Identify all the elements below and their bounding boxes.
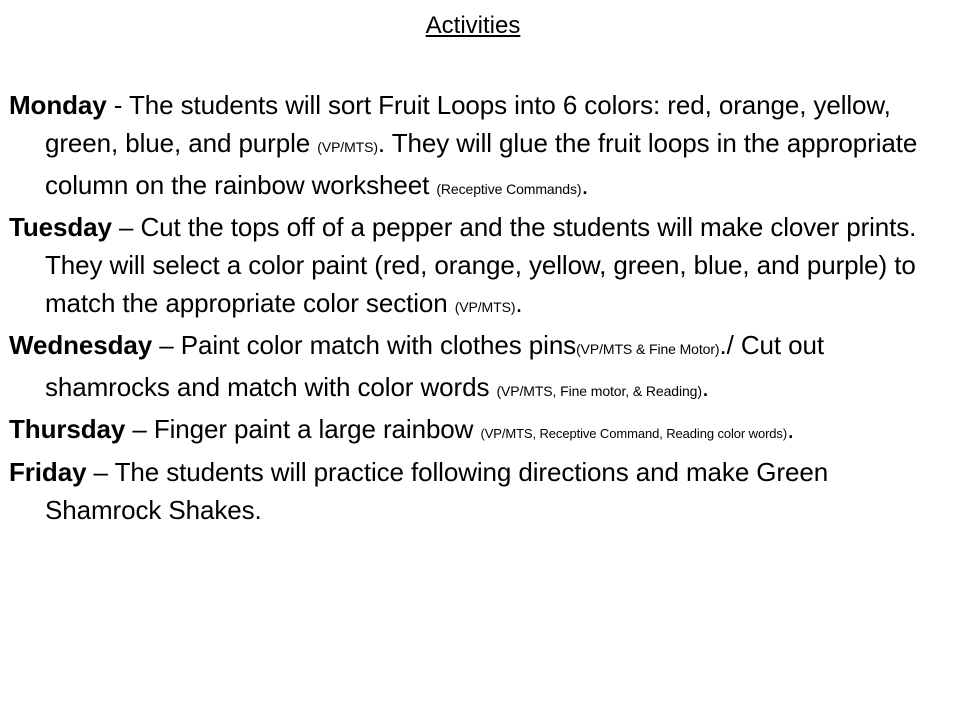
monday-text-2: . They will glue the fruit loops in the appropriate column on the rainbow worksheet — [45, 128, 918, 200]
day-label-friday: Friday — [9, 457, 87, 487]
wednesday-text-2: ./ Cut out shamrocks and match with color words — [45, 330, 824, 402]
wednesday-note-1: (VP/MTS & Fine Motor) — [576, 341, 720, 357]
wednesday-text-3: . — [701, 372, 710, 402]
day-label-monday: Monday — [9, 90, 107, 120]
wednesday-text-1: – Paint color match with clothes pins — [152, 330, 577, 360]
thursday-text-1: – Finger paint a large rainbow — [125, 414, 481, 444]
entry-friday — [9, 453, 949, 529]
friday-text-1: – The students will practice following directions and make Green Shamrock Shakes. — [45, 457, 829, 525]
tuesday-text-1: – Cut the tops off of a pepper and the students will make clover prints. They will select a color paint (red, orange, yellow, green, blue, and purple) to match the appropriate color section — [45, 212, 917, 318]
tuesday-text-2: . — [515, 288, 523, 318]
entry-wednesday — [9, 326, 949, 410]
entry-monday — [9, 86, 949, 208]
wednesday-note-2: (VP/MTS, Fine motor, & Reading) — [496, 383, 702, 399]
tuesday-note-1: (VP/MTS) — [454, 299, 516, 315]
activities-list — [9, 86, 949, 529]
day-label-tuesday: Tuesday — [9, 212, 112, 242]
monday-note-1: (VP/MTS) — [317, 139, 378, 155]
monday-text-1: - The students will sort Fruit Loops into 6 colors: red, orange, yellow, green, blue, and purple — [45, 90, 891, 158]
monday-text-3: . — [581, 170, 589, 200]
day-label-thursday: Thursday — [9, 414, 126, 444]
thursday-text-2: . — [787, 414, 795, 444]
thursday-note-1: (VP/MTS, Receptive Command, Reading color words) — [480, 426, 788, 441]
page-title: Activities — [425, 12, 521, 39]
day-label-wednesday: Wednesday — [9, 330, 153, 360]
monday-note-2: (Receptive Commands) — [436, 181, 582, 197]
entry-tuesday — [9, 208, 949, 326]
entry-thursday — [9, 410, 949, 453]
